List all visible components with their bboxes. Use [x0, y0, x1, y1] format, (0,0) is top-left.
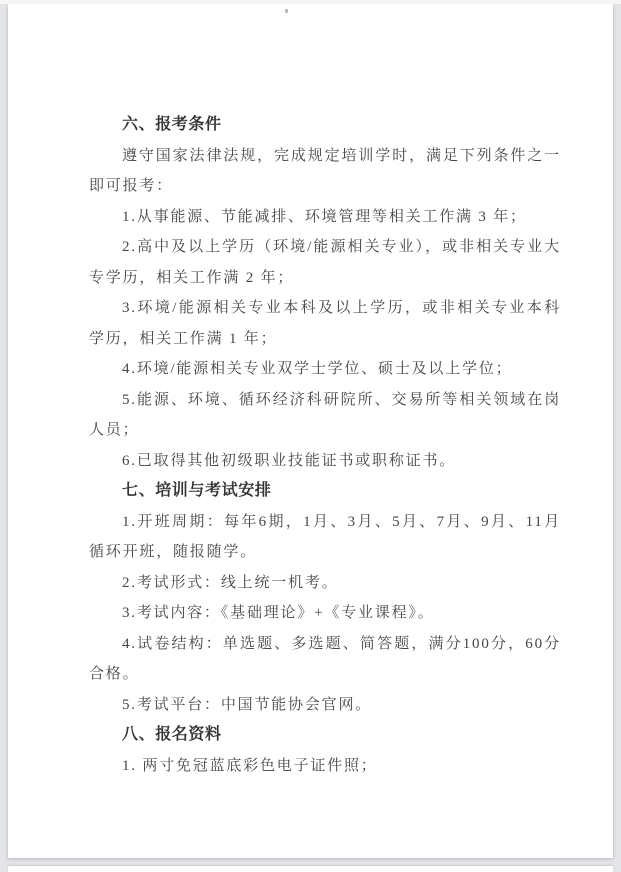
list-item: 1.开班周期：每年6期，1月、3月、5月、7月、9月、11月循环开班，随报随学。	[89, 513, 561, 560]
next-page-edge	[8, 866, 613, 872]
list-item: 4.试卷结构：单选题、多选题、简答题，满分100分，60分合格。	[89, 635, 561, 682]
list-item: 2.高中及以上学历（环境/能源相关专业），或非相关专业大专学历，相关工作满 2 年；	[89, 239, 561, 286]
viewer-top-edge	[0, 0, 621, 4]
section-heading: 七、培训与考试安排	[122, 482, 272, 499]
list-item: 5.考试平台：中国节能协会官网。	[122, 696, 373, 713]
section-heading: 八、报名资料	[122, 726, 222, 743]
scan-artifact-speck	[285, 9, 288, 13]
list-item: 1.从事能源、节能减排、环境管理等相关工作满 3 年；	[122, 208, 527, 225]
list-item: 5.能源、环境、循环经济科研院所、交易所等相关领域在岗人员；	[89, 391, 561, 438]
list-item: 3.环境/能源相关专业本科及以上学历，或非相关专业本科学历，相关工作满 1 年；	[89, 300, 561, 347]
list-item: 6.已取得其他初级职业技能证书或职称证书。	[122, 452, 457, 469]
list-item: 1. 两寸免冠蓝底彩色电子证件照；	[122, 757, 378, 774]
list-item: 4.环境/能源相关专业双学士学位、硕士及以上学位；	[122, 361, 513, 377]
list-item: 2.考试形式：线上统一机考。	[122, 574, 339, 591]
section-heading: 六、报考条件	[122, 116, 222, 133]
list-item: 3.考试内容：《基础理论》+《专业课程》。	[122, 605, 435, 621]
document-page	[8, 4, 613, 858]
page-text-content	[89, 110, 561, 781]
paragraph: 遵守国家法律法规，完成规定培训学时，满足下列条件之一即可报考：	[89, 147, 561, 194]
